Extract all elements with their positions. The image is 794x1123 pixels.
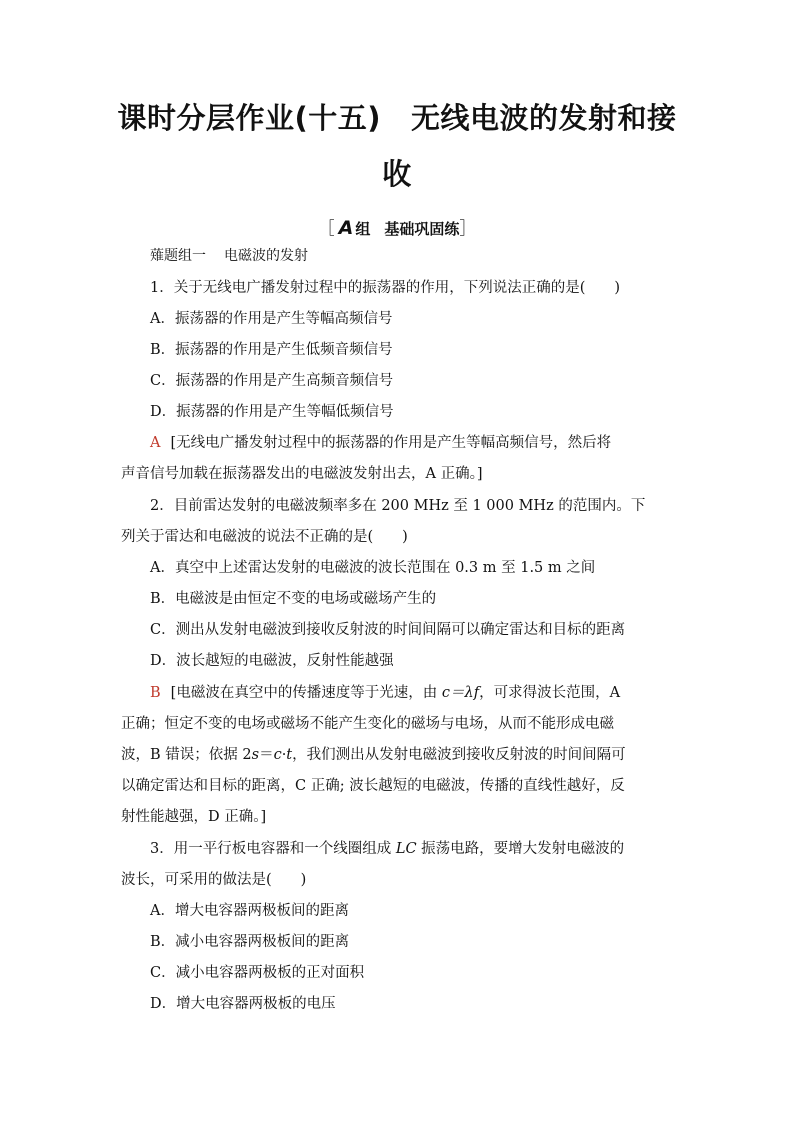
q1-option-c: C．振荡器的作用是产生高频音频信号 xyxy=(150,373,394,389)
q1-stem: 1．关于无线电广播发射过程中的振荡器的作用，下列说法正确的是( ) xyxy=(150,280,621,296)
q1-explanation-line1 xyxy=(150,433,611,453)
title-sub: 无线电波的发射和接 xyxy=(411,101,677,135)
q2-expl3-a: 波，B 错误；依据 2 xyxy=(121,747,252,763)
topic-name: 电磁波的发射 xyxy=(224,248,308,264)
q2-explanation-line5: 射性能越强，D 正确。] xyxy=(121,809,267,825)
q2-option-c: C．测出从发射电磁波到接收反射波的时间间隔可以确定雷达和目标的距离 xyxy=(150,622,626,638)
q2-option-b: B．电磁波是由恒定不变的电场或磁场产生的 xyxy=(150,591,437,607)
q1-option-a: A．振荡器的作用是产生等幅高频信号 xyxy=(150,311,393,327)
q3-stem-line2: 波长，可采用的做法是( ) xyxy=(121,872,307,888)
group-open-bracket: ［ xyxy=(317,219,335,239)
q2-explanation-text-b: ，可求得波长范围，A xyxy=(479,685,621,701)
group-close-bracket: ］ xyxy=(459,219,477,239)
q1-answer-letter: A xyxy=(150,435,161,451)
topic-heading xyxy=(150,246,308,266)
q2-answer-letter: B xyxy=(150,685,161,701)
q3-stem-a: 3．用一平行板电容器和一个线圈组成 xyxy=(150,841,396,857)
group-header xyxy=(0,214,794,239)
q2-expl3-d: ，我们测出从发射电磁波到接收反射波的时间间隔可 xyxy=(292,747,626,763)
q2-expl3-eq: ＝ xyxy=(259,747,274,763)
q1-explanation-text: [无线电广播发射过程中的振荡器的作用是产生等幅高频信号，然后将 xyxy=(170,435,612,451)
page-title-line2: 收 xyxy=(382,157,412,191)
group-letter: A xyxy=(338,217,354,239)
topic-label: 薙题组一 xyxy=(150,248,206,264)
title-main: 课时分层作业(十五) xyxy=(117,101,381,135)
group-name: 基础巩固练 xyxy=(384,220,460,238)
q2-stem-line2: 列关于雷达和电磁波的说法不正确的是( ) xyxy=(121,529,408,545)
q2-expl3-c: c xyxy=(273,747,282,763)
q3-option-c: C．减小电容器两极板的正对面积 xyxy=(150,965,365,981)
q2-option-a: A．真空中上述雷达发射的电磁波的波长范围在 0.3 m 至 1.5 m 之间 xyxy=(150,560,596,576)
q2-explanation-line2: 正确；恒定不变的电场或磁场不能产生变化的磁场与电场，从而不能形成电磁 xyxy=(121,716,614,732)
q3-option-d: D．增大电容器两极板的电压 xyxy=(150,996,336,1012)
q2-explanation-line1 xyxy=(150,683,620,703)
q2-expl3-s: s xyxy=(251,747,260,763)
q2-option-d: D．波长越短的电磁波，反射性能越强 xyxy=(150,653,394,669)
q3-option-a: A．增大电容器两极板间的距离 xyxy=(150,903,349,919)
q2-explanation-line4: 以确定雷达和目标的距离，C 正确; 波长越短的电磁波，传播的直线性越好，反 xyxy=(121,778,625,794)
q2-expl3-t: t xyxy=(286,747,293,763)
q2-explanation-text-a: [电磁波在真空中的传播速度等于光速，由 xyxy=(170,685,442,701)
q2-stem-line1: 2．目前雷达发射的电磁波频率多在 200 MHz 至 1 000 MHz 的范围内。下 xyxy=(150,498,646,514)
q3-stem-lc: LC xyxy=(395,841,417,857)
q3-stem-b: 振荡电路，要增大发射电磁波的 xyxy=(416,841,625,857)
page-title-line1 xyxy=(100,96,694,137)
group-label: 组 xyxy=(355,220,371,238)
q3-stem-line1 xyxy=(150,839,624,859)
q2-explanation-formula: c＝λf xyxy=(441,685,480,701)
q2-expl3-dot: · xyxy=(281,747,287,763)
q2-explanation-line3 xyxy=(121,745,626,765)
q1-explanation-line2: 声音信号加载在振荡器发出的电磁波发射出去，A 正确。] xyxy=(121,466,483,482)
q1-option-d: D．振荡器的作用是产生等幅低频信号 xyxy=(150,404,394,420)
q3-option-b: B．减小电容器两极板间的距离 xyxy=(150,934,350,950)
q1-option-b: B．振荡器的作用是产生低频音频信号 xyxy=(150,342,393,358)
